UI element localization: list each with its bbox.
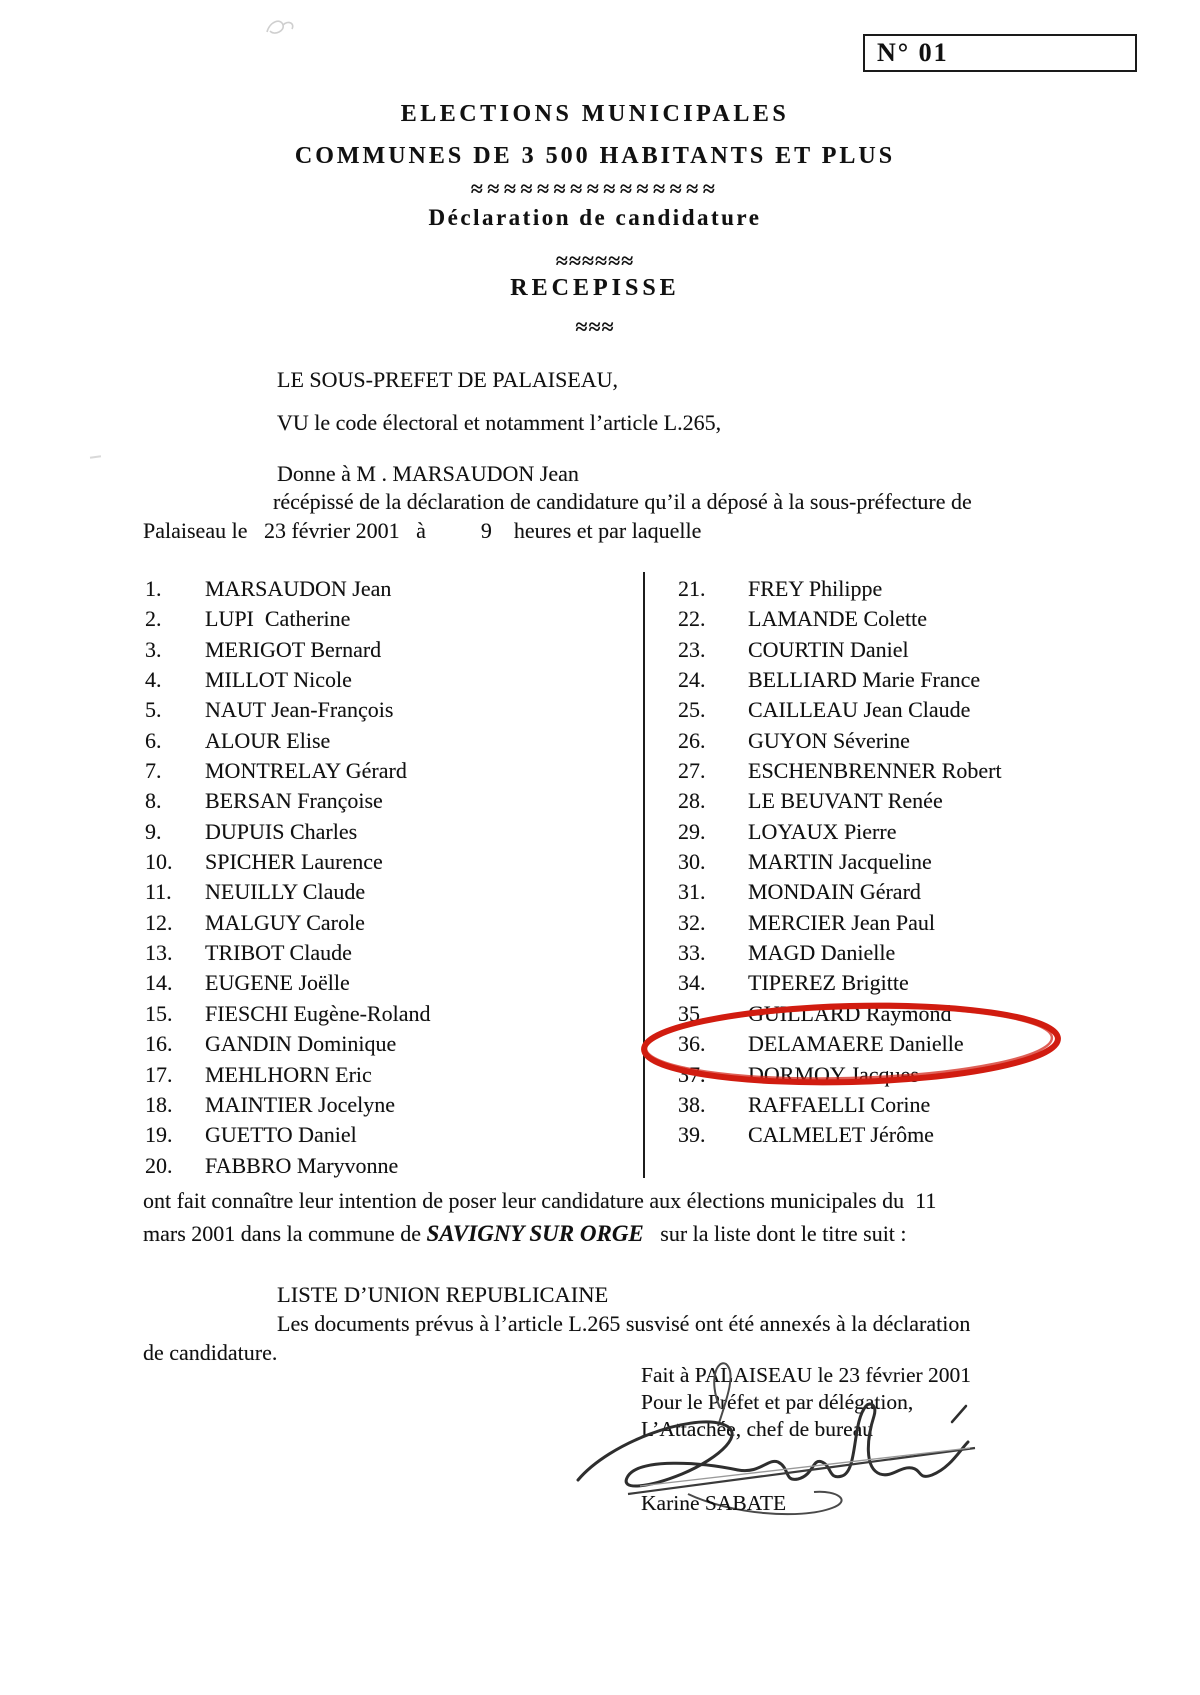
candidate-row [145, 756, 615, 786]
candidate-number: 22. [678, 606, 706, 632]
candidate-number: 12. [145, 909, 173, 935]
candidate-row [145, 1060, 615, 1090]
candidate-name: NEUILLY Claude [205, 879, 366, 905]
candidate-number: 38. [678, 1091, 706, 1117]
candidate-name: TRIBOT Claude [205, 940, 352, 966]
candidate-name: MARSAUDON Jean [205, 576, 392, 601]
candidate-number: 18. [145, 1091, 173, 1117]
candidate-number: 23. [678, 636, 706, 662]
candidate-number: 1. [145, 576, 162, 601]
candidate-number: 11. [145, 879, 172, 905]
candidate-row [678, 604, 1148, 634]
candidate-name: MAINTIER Jocelyne [205, 1091, 396, 1117]
role-line: L’Attachée, chef de bureau [641, 1417, 873, 1441]
commune-name: SAVIGNY SUR ORGE [426, 1221, 644, 1246]
candidate-name: CAILLEAU Jean Claude [748, 697, 971, 723]
separator-row: ≈≈≈≈≈≈≈≈≈≈≈≈≈≈≈ [470, 176, 720, 201]
candidate-name: BERSAN Françoise [205, 788, 383, 814]
candidate-name: GUETTO Daniel [205, 1122, 357, 1148]
candidate-row [145, 968, 615, 998]
candidate-name: CALMELET Jérôme [748, 1122, 934, 1148]
document-number: N° 01 [877, 38, 949, 67]
candidate-number: 29. [678, 818, 706, 844]
candidate-row [145, 938, 615, 968]
candidate-name: GANDIN Dominique [205, 1031, 397, 1057]
candidate-number: 25. [678, 697, 706, 723]
candidate-row [145, 877, 615, 907]
candidate-name: LUPI Catherine [205, 606, 351, 632]
candidate-number: 10. [145, 849, 173, 875]
liste-title: LISTE D’UNION REPUBLICAINE [277, 1282, 609, 1307]
candidate-row [145, 635, 615, 665]
candidate-row [145, 1090, 615, 1120]
candidate-column-right [678, 574, 1148, 1151]
candidate-name: FABBRO Maryvonne [205, 1152, 399, 1178]
recepisse-line: récépissé de la déclaration de candidature qu’il a déposé à la sous-préfecture de [273, 489, 972, 514]
title-communes: COMMUNES DE 3 500 HABITANTS ET PLUS [294, 143, 896, 169]
candidate-row [678, 1060, 1148, 1090]
candidate-row [145, 695, 615, 725]
candidate-row [678, 938, 1148, 968]
annex-line-2: de candidature. [143, 1340, 278, 1365]
candidate-name: LE BEUVANT Renée [748, 788, 943, 814]
candidate-row [678, 635, 1148, 665]
candidate-row [678, 756, 1148, 786]
candidate-row [678, 1120, 1148, 1150]
intent-line-2-post: sur la liste dont le titre suit : [643, 1221, 907, 1246]
candidate-number: 34. [678, 970, 706, 996]
candidate-name: FREY Philippe [748, 576, 883, 601]
candidate-row [678, 786, 1148, 816]
title-declaration: Déclaration de candidature [428, 205, 762, 230]
candidate-number: 24. [678, 667, 706, 693]
separator-row: ≈≈≈≈≈≈ [555, 248, 635, 273]
candidate-row [678, 877, 1148, 907]
candidate-number: 35. [678, 1000, 706, 1026]
candidate-row [145, 574, 615, 604]
donne-line: Donne à M . MARSAUDON Jean [277, 461, 579, 486]
candidate-row [678, 968, 1148, 998]
candidate-number: 31. [678, 879, 706, 905]
candidate-number: 13. [145, 940, 173, 966]
candidate-number: 30. [678, 849, 706, 875]
candidate-number: 2. [145, 606, 162, 632]
candidate-number: 8. [145, 788, 162, 814]
candidate-number: 15. [145, 1000, 173, 1026]
scan-artifact-squiggle [255, 12, 303, 46]
candidate-row [678, 1029, 1148, 1059]
candidate-row [145, 847, 615, 877]
candidate-row [145, 817, 615, 847]
candidate-name: ESCHENBRENNER Robert [748, 758, 1002, 784]
candidate-name: MONDAIN Gérard [748, 879, 921, 905]
candidate-number: 26. [678, 727, 706, 753]
scan-artifact-mark [90, 455, 101, 459]
candidate-row [145, 1120, 615, 1150]
candidate-number: 21. [678, 576, 706, 601]
annex-line-1: Les documents prévus à l’article L.265 susvisé ont été annexés à la déclaration [277, 1311, 971, 1336]
candidate-name: COURTIN Daniel [748, 636, 909, 662]
candidate-name: NAUT Jean-François [205, 697, 394, 723]
candidate-number: 37. [678, 1061, 706, 1087]
candidate-column-left [145, 574, 615, 1181]
candidate-name: MALGUY Carole [205, 909, 365, 935]
candidate-name: BELLIARD Marie France [748, 667, 981, 693]
vu-line: VU le code électoral et notamment l’article L.265, [277, 410, 722, 435]
candidate-name: SPICHER Laurence [205, 849, 383, 875]
candidate-number: 6. [145, 727, 162, 753]
candidate-row [678, 695, 1148, 725]
candidate-number: 17. [145, 1061, 173, 1087]
candidate-number: 14. [145, 970, 173, 996]
candidate-name: RAFFAELLI Corine [748, 1091, 931, 1117]
delegation-line: Pour le Préfet et par délégation, [641, 1390, 914, 1414]
intent-line-1: ont fait connaître leur intention de poser leur candidature aux élections municipales du 11 [143, 1188, 937, 1213]
candidate-row [678, 665, 1148, 695]
candidate-number: 32. [678, 909, 706, 935]
candidate-row [145, 786, 615, 816]
candidate-name: GUILLARD Raymond [748, 1000, 952, 1026]
candidate-name: GUYON Séverine [748, 727, 910, 753]
intent-line-2-pre: mars 2001 dans la commune de [143, 1221, 427, 1246]
candidate-name: MEHLHORN Eric [205, 1061, 372, 1087]
candidate-name: MERCIER Jean Paul [748, 909, 935, 935]
candidate-number: 7. [145, 758, 162, 784]
title-elections: ELECTIONS MUNICIPALES [400, 101, 790, 127]
candidate-row [145, 908, 615, 938]
separator-row: ≈≈≈ [575, 314, 615, 339]
candidate-number: 4. [145, 667, 162, 693]
candidate-number: 3. [145, 636, 162, 662]
candidate-name: LOYAUX Pierre [748, 818, 897, 844]
candidate-row [145, 999, 615, 1029]
candidate-row [678, 574, 1148, 604]
candidate-name: MERIGOT Bernard [205, 636, 382, 662]
candidate-name: FIESCHI Eugène-Roland [205, 1000, 431, 1026]
candidate-number: 39. [678, 1122, 706, 1148]
candidate-number: 36. [678, 1031, 706, 1057]
intent-line-2 [143, 1220, 907, 1248]
column-divider-line [643, 572, 645, 1178]
candidate-number: 5. [145, 697, 162, 723]
document-number-box [863, 34, 1137, 72]
signatory-name: Karine SABATE [641, 1491, 787, 1515]
candidate-name: LAMANDE Colette [748, 606, 928, 632]
candidate-name: DUPUIS Charles [205, 818, 358, 844]
candidate-name: MILLOT Nicole [205, 667, 352, 693]
depot-line: Palaiseau le 23 février 2001 à 9 heures et par laquelle [143, 518, 702, 543]
place-date-line: Fait à PALAISEAU le 23 février 2001 [641, 1363, 972, 1387]
candidate-number: 33. [678, 940, 706, 966]
candidate-name: TIPEREZ Brigitte [748, 970, 909, 996]
candidate-name: ALOUR Elise [205, 727, 331, 753]
candidate-name: MARTIN Jacqueline [748, 849, 932, 875]
candidate-row [678, 908, 1148, 938]
candidate-number: 19. [145, 1122, 173, 1148]
candidate-row [145, 665, 615, 695]
candidate-name: MONTRELAY Gérard [205, 758, 407, 784]
candidate-number: 28. [678, 788, 706, 814]
candidate-row [678, 726, 1148, 756]
candidate-number: 20. [145, 1152, 173, 1178]
candidate-name: EUGENE Joëlle [205, 970, 350, 996]
candidate-number: 9. [145, 818, 162, 844]
candidate-number: 16. [145, 1031, 173, 1057]
candidate-name: DORMOY Jacques [748, 1061, 919, 1087]
candidate-row [678, 847, 1148, 877]
title-recepisse: RECEPISSE [510, 275, 680, 301]
candidate-row [678, 817, 1148, 847]
candidate-name: MAGD Danielle [748, 940, 896, 966]
candidate-row [678, 1090, 1148, 1120]
prefect-line: LE SOUS-PREFET DE PALAISEAU, [277, 367, 619, 392]
candidate-name: DELAMAERE Danielle [748, 1031, 964, 1057]
candidate-row [145, 726, 615, 756]
candidate-row [678, 999, 1148, 1029]
candidate-row [145, 1029, 615, 1059]
candidate-row [145, 1151, 615, 1181]
candidate-row [145, 604, 615, 634]
candidate-number: 27. [678, 758, 706, 784]
